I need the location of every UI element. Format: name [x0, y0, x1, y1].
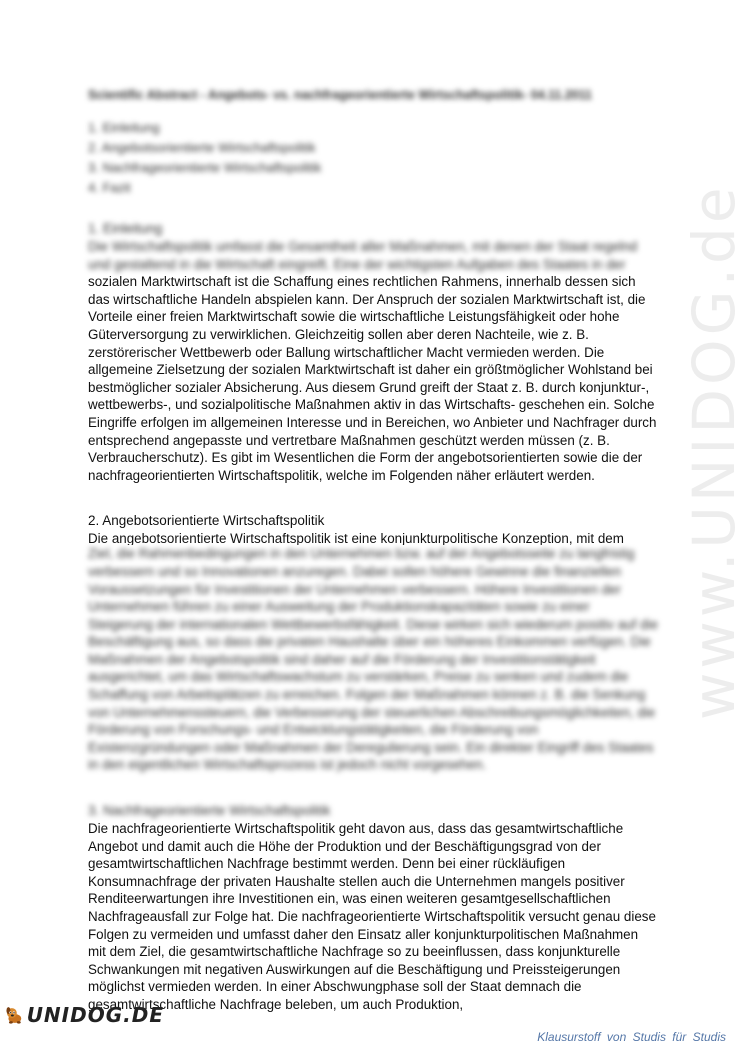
- dog-mascot-icon: [4, 994, 25, 1036]
- section-demand-side: [88, 802, 658, 1014]
- section-heading: 1. Einleitung: [88, 221, 163, 236]
- section-paragraph: Die nachfrageorientierte Wirtschaftspolitik geht davon aus, dass das gesamtwirtschaftliche Angebot und damit auch die Höhe der Produktion und der Beschäftigungsgrad von der gesamtwirtschaftlichen Nachfrage bestimmt werden. Denn bei einer rückläufigen Konsumnachfrage der privaten Haushalte stellen auch die Unternehmen mangels positiver Renditeerwartungen ihre Investitionen ein, was einen weiteren gesamtgesellschaftlichen Nachfrageausfall zur Folge hat. Die nachfrageorientierte Wirtschaftspolitik versucht genau diese Folgen zu vermeiden und umfasst daher den Einsatz aller konjunkturpolitischen Maßnahmen mit dem Ziel, die gesamtwirtschaftliche Nachfrage so zu beeinflussen, dass konjunkturelle Schwankungen mit negativen Auswirkungen auf die Beschäftigung und Preissteigerungen möglichst vermieden werden. In einer Abschwungphase soll der Staat demnach die gesamtwirtschaftliche Nachfrage beleben, um auch Produktion,: [88, 821, 656, 1012]
- section-heading: 2. Angebotsorientierte Wirtschaftspolitik: [88, 513, 325, 529]
- document-title: Scientific Abstract - Angebots- vs. nachfrageorientierte Wirtschaftspolitik- 04.11.2011: [88, 88, 592, 102]
- section-heading: 3. Nachfrageorientierte Wirtschaftspolitik: [88, 803, 331, 819]
- section-paragraph-blurred: Die Wirtschaftspolitik umfasst die Gesamtheit aller Maßnahmen, mit denen der Staat regelnd und gestaltend in die Wirtschaft eingreift. Eine der wichtigsten Aufgaben des Staates in der: [88, 239, 638, 272]
- toc-item: 2. Angebotsorientierte Wirtschaftspolitik: [88, 140, 316, 155]
- unidog-logo[interactable]: [4, 990, 164, 1040]
- footer-slogan: Klausurstoff von Studis für Studis: [537, 1030, 726, 1044]
- document-content: [88, 88, 658, 1042]
- toc-item: 4. Fazit: [88, 180, 131, 195]
- table-of-contents: [88, 118, 658, 198]
- section-first-line: Die angebotsorientierte Wirtschaftspolitik ist eine konjunkturpolitische Konzeption, mit dem: [88, 531, 624, 546]
- toc-item: 3. Nachfrageorientierte Wirtschaftspolitik: [88, 160, 322, 175]
- toc-item: 1. Einleitung: [88, 120, 160, 135]
- section-paragraph-blurred: Ziel, die Rahmenbedingungen in den Unternehmen bzw. auf der Angebotsseite zu langfristig verbessern und so Innovationen anzuregen. Dabei sollen höhere Gewinne die finanziellen Voraussetzungen für Investitionen der Unternehmen verbessern. Höhere Investitionen der Unternehmen führen zu einer Ausweitung der Produktionskapazitäten sowie zu einer Steigerung der internationalen Wettbewerbsfähigkeit. Diese wirken sich wiederum positiv auf die Beschäftigung aus, so dass die privaten Haushalte über ein höheres Einkommen verfügen. Die Maßnahmen der Angebotspolitik sind daher auf die Förderung der Investitionstätigkeit ausgerichtet, um das Wirtschaftswachstum zu verstärken, Preise zu senken und zudem die Schaffung von Arbeitsplätzen zu erreichen. Folgen der Maßnahmen können z. B. die Senkung von Unternehmenssteuern, die Verbesserung der steuerlichen Abschreibungsmöglichkeiten, die Förderung von Forschungs- und Entwicklungstätigkeiten, die Förderung von Existenzgründungen oder Maßnahmen der Deregulierung sein. Ein direkter Eingriff des Staates in den eigentlichen Wirtschaftsprozess ist jedoch nicht vorgesehen.: [88, 546, 658, 773]
- section-supply-side: [88, 512, 658, 774]
- watermark: www.UNIDOG.de: [680, 183, 748, 720]
- logo-text: UNIDOG.DE: [26, 1003, 164, 1027]
- section-paragraph: sozialen Marktwirtschaft ist die Schaffung eines rechtlichen Rahmens, innerhalb dessen sich das wirtschaftliche Handeln abspielen kann. Der Anspruch der sozialen Marktwirtschaft ist, die Vorteile einer freien Marktwirtschaft sowie die wirtschaftliche Leistungsfähigkeit oder hohe Güterversorgung zu verwirklichen. Gleichzeitig sollen aber deren Nachteile, wie z. B. zerstörerischer Wettbewerb oder Ballung wirtschaftlicher Macht vermieden werden. Die allgemeine Zielsetzung der sozialen Marktwirtschaft ist daher ein größtmöglicher Wohlstand bei bestmöglicher sozialer Absicherung. Aus diesem Grund greift der Staat z. B. durch konjunktur-, wettbewerbs-, und sozialpolitische Maßnahmen aktiv in das Wirtschafts- geschehen ein. Solche Eingriffe erfolgen im allgemeinen Interesse und in Bereichen, wo Anbieter und Nachfrager durch entsprechend angepasste und vertretbare Maßnahmen geschützt werden müssen (z. B. Verbraucherschutz). Es gibt im Wesentlichen die Form der angebotsorientierten sowie die der nachfrageorientierten Wirtschaftspolitik, welche im Folgenden näher erläutert werden.: [88, 274, 657, 483]
- section-introduction: [88, 220, 658, 484]
